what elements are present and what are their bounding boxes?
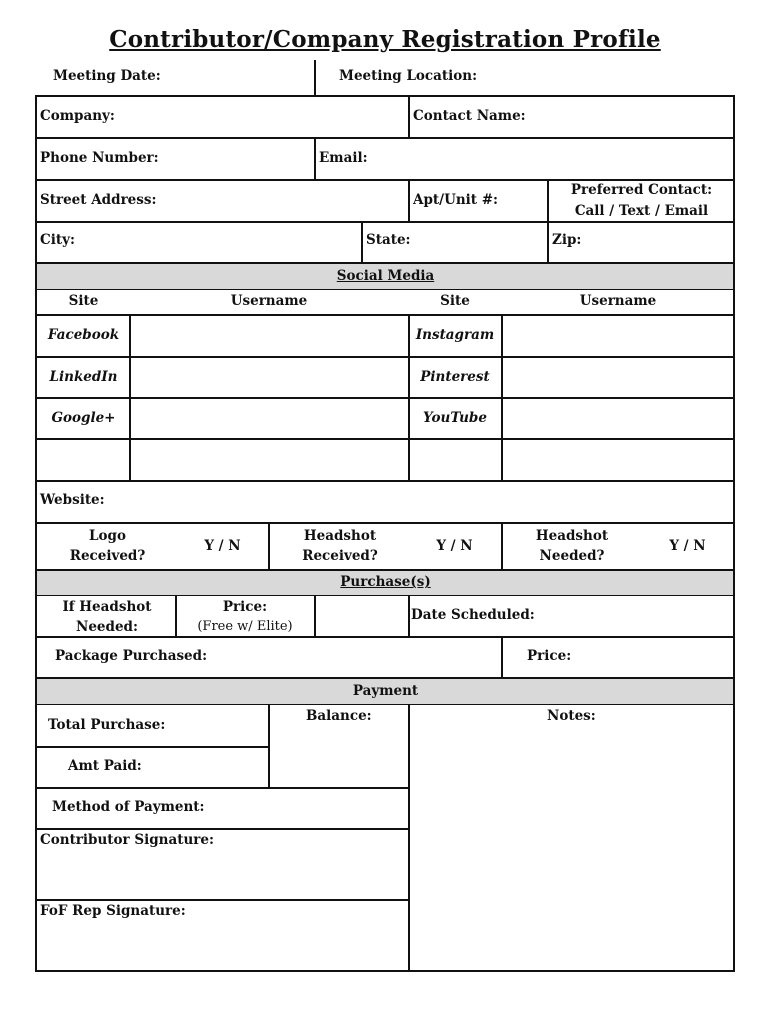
date-scheduled-label: Date Scheduled: — [411, 607, 535, 623]
hline — [35, 221, 735, 223]
social-username-col-right: Username — [579, 293, 657, 309]
meeting-divider — [314, 60, 316, 97]
if-headshot-needed-label: If Headshot Needed: — [62, 599, 152, 635]
social-site-pinterest: Pinterest — [420, 369, 490, 385]
zip-label: Zip: — [552, 232, 582, 248]
hline — [35, 397, 735, 399]
social-site-col-right: Site — [440, 293, 470, 309]
hline — [35, 137, 735, 139]
social-site-facebook: Facebook — [47, 327, 120, 343]
logo-received-label: Logo Received? — [69, 528, 146, 564]
social-username-col-left: Username — [230, 293, 308, 309]
hline — [35, 522, 735, 524]
hline — [35, 438, 735, 440]
social-media-header: Social Media — [336, 268, 435, 284]
hline — [35, 704, 735, 705]
vline — [408, 705, 410, 971]
state-label: State: — [366, 232, 411, 248]
email-label: Email: — [319, 150, 368, 166]
total-purchase-label: Total Purchase: — [48, 717, 166, 733]
payment-header: Payment — [352, 683, 419, 699]
apt-unit-label: Apt/Unit #: — [413, 192, 499, 208]
social-site-googleplus: Google+ — [51, 410, 116, 426]
form-title: Contributor/Company Registration Profile — [109, 26, 661, 53]
vline — [361, 222, 363, 263]
contact-name-label: Contact Name: — [413, 108, 526, 124]
vline — [268, 705, 270, 788]
package-price-label: Price: — [527, 648, 572, 664]
vline — [501, 637, 503, 678]
meeting-date-label: Meeting Date: — [53, 68, 161, 84]
amt-paid-label: Amt Paid: — [68, 758, 142, 774]
social-site-col-left: Site — [68, 293, 99, 309]
website-label: Website: — [40, 492, 105, 508]
purchases-header: Purchase(s) — [340, 574, 431, 590]
headshot-received-yn: Y / N — [436, 538, 473, 554]
contributor-signature-label: Contributor Signature: — [40, 832, 214, 848]
hline — [35, 356, 735, 358]
hline — [35, 289, 735, 290]
phone-label: Phone Number: — [40, 150, 159, 166]
hline — [35, 828, 408, 830]
logo-received-yn: Y / N — [204, 538, 241, 554]
social-site-instagram: Instagram — [415, 327, 495, 343]
package-purchased-label: Package Purchased: — [55, 648, 208, 664]
hline — [35, 569, 735, 571]
balance-label: Balance: — [306, 708, 372, 724]
hline — [35, 480, 735, 482]
hline — [35, 595, 735, 596]
preferred-contact-options: Call / Text / Email — [574, 203, 709, 219]
vline — [408, 596, 410, 637]
rep-signature-label: FoF Rep Signature: — [40, 903, 186, 919]
vline — [314, 138, 316, 180]
headshot-price-label: Price: — [222, 599, 268, 615]
headshot-price-note: (Free w/ Elite) — [197, 619, 293, 634]
social-site-youtube: YouTube — [423, 410, 487, 426]
vline — [501, 523, 503, 570]
company-label: Company: — [40, 108, 115, 124]
headshot-received-label: Headshot Received? — [302, 528, 378, 564]
street-address-label: Street Address: — [40, 192, 157, 208]
hline — [35, 314, 735, 316]
headshot-needed-label: Headshot Needed? — [535, 528, 609, 564]
meeting-location-label: Meeting Location: — [339, 68, 478, 84]
vline — [268, 523, 270, 570]
social-site-linkedin: LinkedIn — [49, 369, 118, 385]
hline — [35, 787, 408, 789]
vline — [501, 315, 503, 481]
hline — [35, 262, 735, 264]
vline — [408, 180, 410, 222]
hline — [35, 746, 268, 748]
city-label: City: — [40, 232, 75, 248]
vline — [314, 596, 316, 637]
headshot-needed-yn: Y / N — [669, 538, 706, 554]
method-of-payment-label: Method of Payment: — [52, 799, 205, 815]
hline — [35, 899, 408, 901]
notes-label: Notes: — [547, 708, 596, 724]
vline — [408, 96, 410, 138]
hline — [35, 677, 735, 679]
preferred-contact-label: Preferred Contact: — [570, 182, 713, 198]
